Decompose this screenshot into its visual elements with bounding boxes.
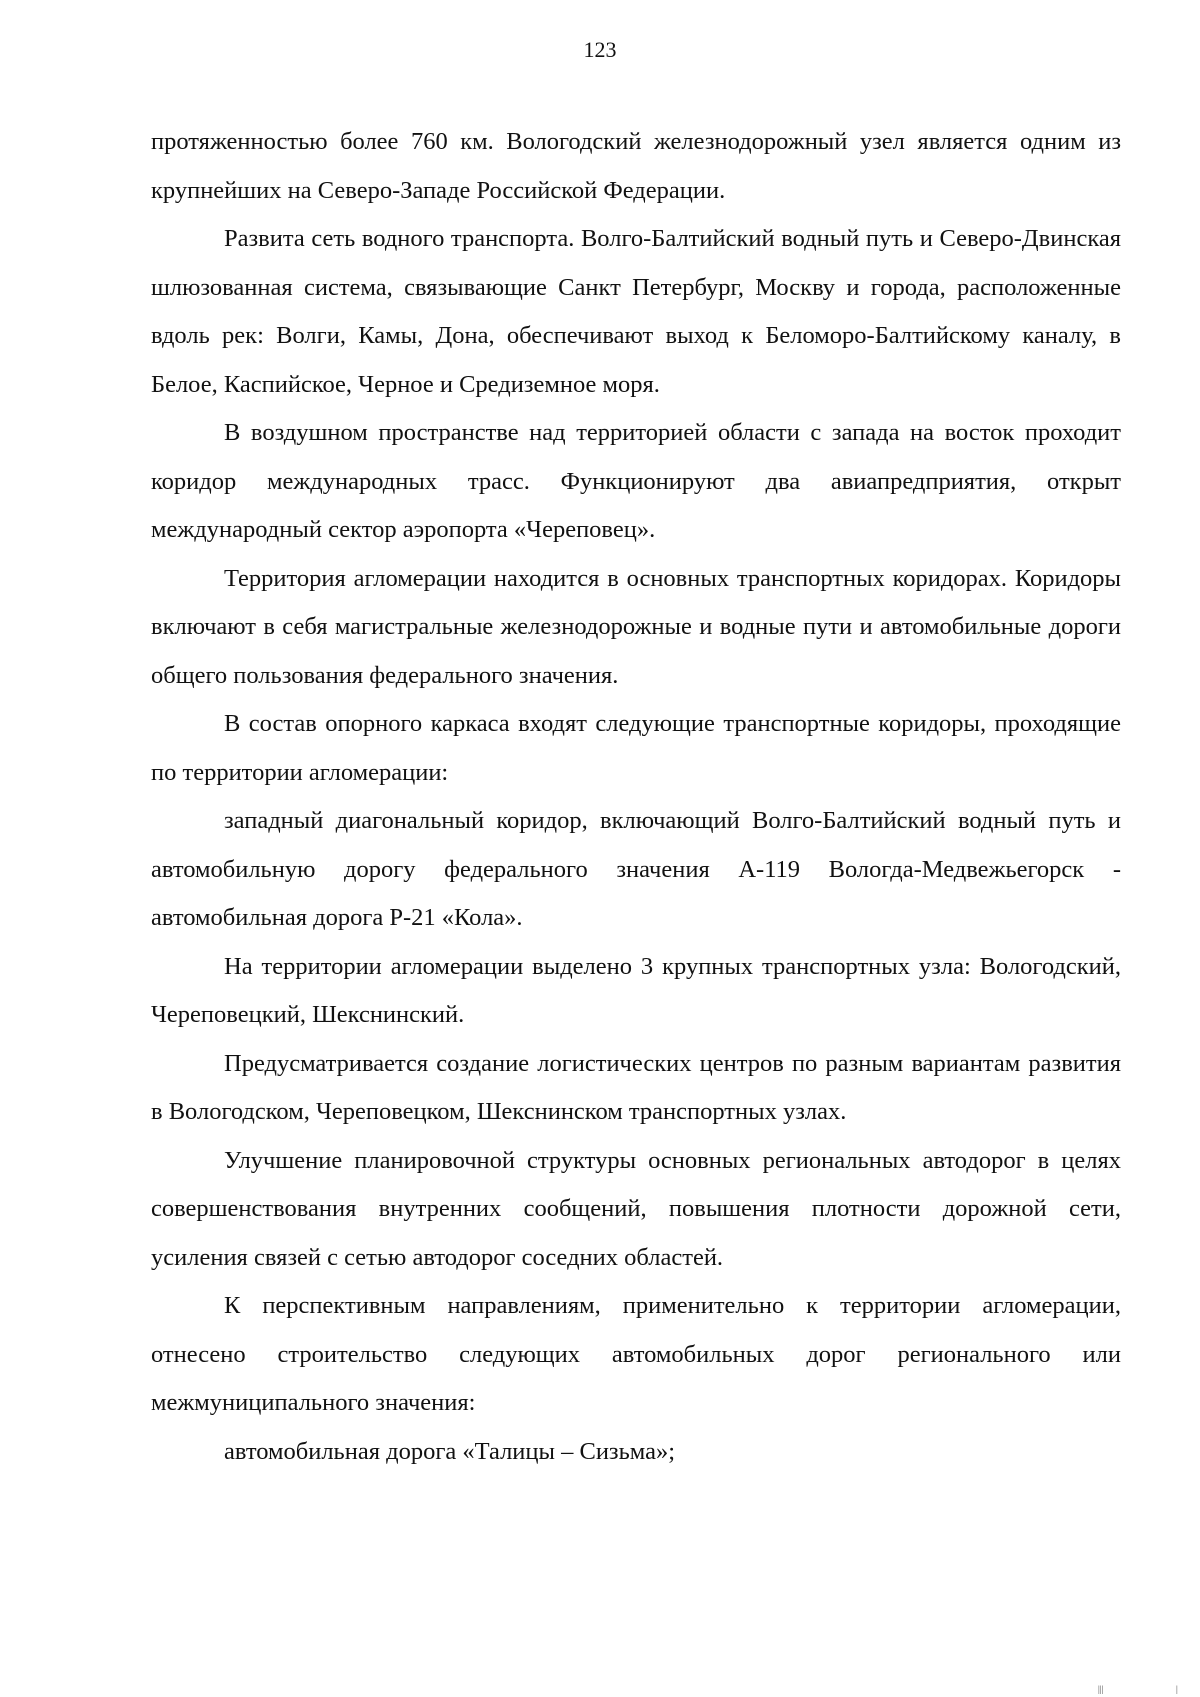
paragraph-water-transport: Развита сеть водного транспорта. Волго-Балтийский водный путь и Северо-Двинская шлюзованная система, связывающие Санкт Петербург, Москву и города, расположенные вдоль рек: Волги, Камы, Дона, обеспечивают выход к Беломоро-Балтийскому каналу, в Белое, Каспийское, Черное и Средиземное моря.	[151, 225, 1121, 398]
paragraph-transport-corridors: Территория агломерации находится в основных транспортных коридорах. Коридоры включают в себя магистральные железнодорожные и водные пути и автомобильные дороги общего пользования федерального значения.	[151, 564, 1121, 689]
paragraph-railway-continuation: протяженностью более 760 км. Вологодский железнодорожный узел является одним из крупнейших на Северо-Западе Российской Федерации.	[151, 128, 1121, 204]
paragraph-transport-hubs: На территории агломерации выделено 3 крупных транспортных узла: Вологодский, Череповецкий, Шекснинский.	[151, 952, 1121, 1028]
paragraph-logistics-centers: Предусматривается создание логистических центров по разным вариантам развития в Вологодском, Череповецком, Шекснинском транспортных узлах.	[151, 1049, 1121, 1125]
paragraph-support-frame: В состав опорного каркаса входят следующие транспортные коридоры, проходящие по территории агломерации:	[151, 710, 1121, 786]
scan-artifact-mark: |||	[1098, 1684, 1104, 1694]
document-body	[151, 118, 1121, 1476]
page-number: 123	[583, 37, 617, 62]
list-item-road-talitsy-sizma: автомобильная дорога «Талицы – Сизьма»;	[224, 1437, 676, 1465]
paragraph-western-corridor: западный диагональный коридор, включающий Волго-Балтийский водный путь и автомобильную дорогу федерального значения А-119 Вологда-Медвежьегорск - автомобильная дорога Р-21 «Кола».	[151, 807, 1121, 931]
paragraph-air-space: В воздушном пространстве над территорией области с запада на восток проходит коридор международных трасс. Функционируют два авиапредприятия, открыт международный сектор аэропорта «Череповец».	[151, 419, 1121, 543]
paragraph-perspective-directions: К перспективным направлениям, применительно к территории агломерации, отнесено строительство следующих автомобильных дорог регионального или межмуниципального значения:	[151, 1292, 1121, 1416]
paragraph-road-improvement: Улучшение планировочной структуры основных региональных автодорог в целях совершенствования внутренних сообщений, повышения плотности дорожной сети, усиления связей с сетью автодорог соседних областей.	[151, 1146, 1121, 1271]
scan-artifact-mark: |	[1176, 1684, 1178, 1694]
